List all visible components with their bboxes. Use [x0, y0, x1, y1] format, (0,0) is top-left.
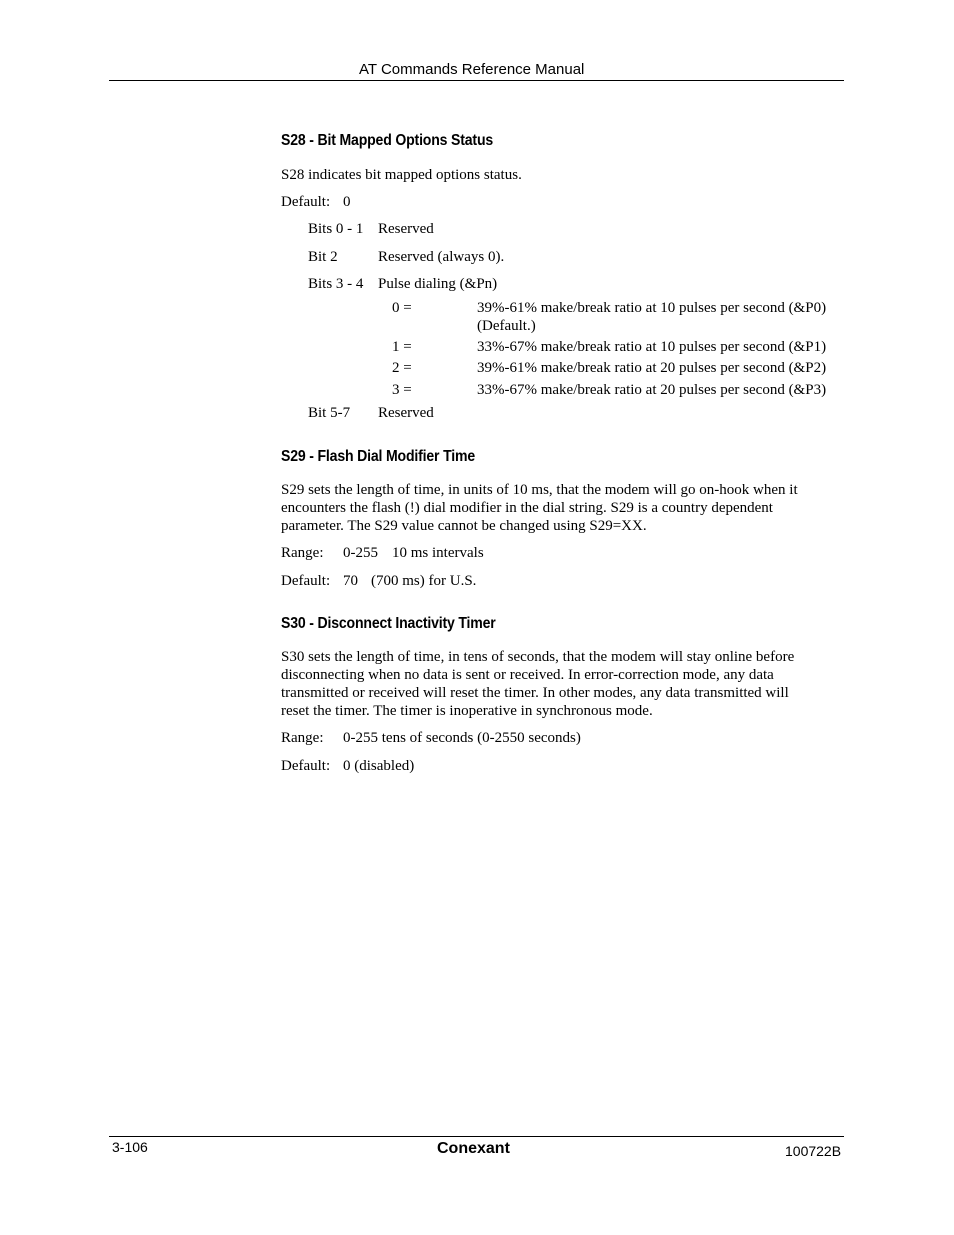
page-number: 3-106: [112, 1139, 148, 1155]
pulse-option-value: 0 =: [392, 300, 412, 316]
s30-range-value: 0-255 tens of seconds (0-2550 seconds): [343, 730, 581, 746]
bit-label: Bit 2: [308, 249, 338, 265]
s29-default-note: (700 ms) for U.S.: [371, 573, 477, 589]
s30-range-label: Range:: [281, 730, 324, 746]
s29-heading: S29 - Flash Dial Modifier Time: [281, 448, 475, 465]
s29-range-value: 0-255: [343, 545, 378, 561]
header-rule: [109, 80, 844, 81]
paragraph-line: S30 sets the length of time, in tens of seconds, that the modem will stay online before: [281, 649, 795, 665]
s28-default-label: Default:: [281, 194, 331, 210]
bit-desc: Reserved (always 0).: [378, 249, 505, 265]
s29-range-label: Range:: [281, 545, 324, 561]
s29-default-label: Default:: [281, 573, 331, 589]
bit-label: Bits 3 - 4: [308, 276, 364, 292]
paragraph-line: encounters the flash (!) dial modifier in the dial string. S29 is a country dependent: [281, 500, 773, 516]
pulse-option-value: 3 =: [392, 382, 412, 398]
s30-default-label: Default:: [281, 758, 331, 774]
bit-desc: Pulse dialing (&Pn): [378, 276, 498, 292]
s28-default-value: 0: [343, 194, 351, 210]
pulse-option-desc: 39%-61% make/break ratio at 20 pulses per second (&P2): [477, 360, 827, 376]
pulse-option-note: (Default.): [477, 318, 536, 334]
running-header: AT Commands Reference Manual: [359, 61, 585, 78]
s30-heading: S30 - Disconnect Inactivity Timer: [281, 615, 496, 632]
bit-label: Bits 0 - 1: [308, 221, 364, 237]
bit-desc: Reserved: [378, 221, 434, 237]
bit-desc: Reserved: [378, 405, 434, 421]
paragraph-line: disconnecting when no data is sent or received. In error-correction mode, any data: [281, 667, 774, 683]
footer-rule: [109, 1136, 844, 1137]
pulse-option-desc: 33%-67% make/break ratio at 10 pulses per second (&P1): [477, 339, 827, 355]
bit-label: Bit 5-7: [308, 405, 351, 421]
pulse-option-value: 1 =: [392, 339, 412, 355]
s29-default-value: 70: [343, 573, 358, 589]
pulse-option-desc: 39%-61% make/break ratio at 10 pulses per second (&P0): [477, 300, 827, 316]
paragraph-line: reset the timer. The timer is inoperative in synchronous mode.: [281, 703, 653, 719]
paragraph-line: S29 sets the length of time, in units of 10 ms, that the modem will go on-hook when it: [281, 482, 798, 498]
paragraph-line: transmitted or received will reset the timer. In other modes, any data transmitted will: [281, 685, 789, 701]
s28-heading: S28 - Bit Mapped Options Status: [281, 132, 494, 149]
pulse-option-value: 2 =: [392, 360, 412, 376]
document-number: 100722B: [785, 1143, 842, 1159]
s30-default-value: 0 (disabled): [343, 758, 415, 774]
s28-description: S28 indicates bit mapped options status.: [281, 167, 522, 183]
s29-range-unit: 10 ms intervals: [392, 545, 484, 561]
company-name: Conexant: [437, 1140, 510, 1157]
paragraph-line: parameter. The S29 value cannot be changed using S29=XX.: [281, 518, 647, 534]
pulse-option-desc: 33%-67% make/break ratio at 20 pulses per second (&P3): [477, 382, 827, 398]
